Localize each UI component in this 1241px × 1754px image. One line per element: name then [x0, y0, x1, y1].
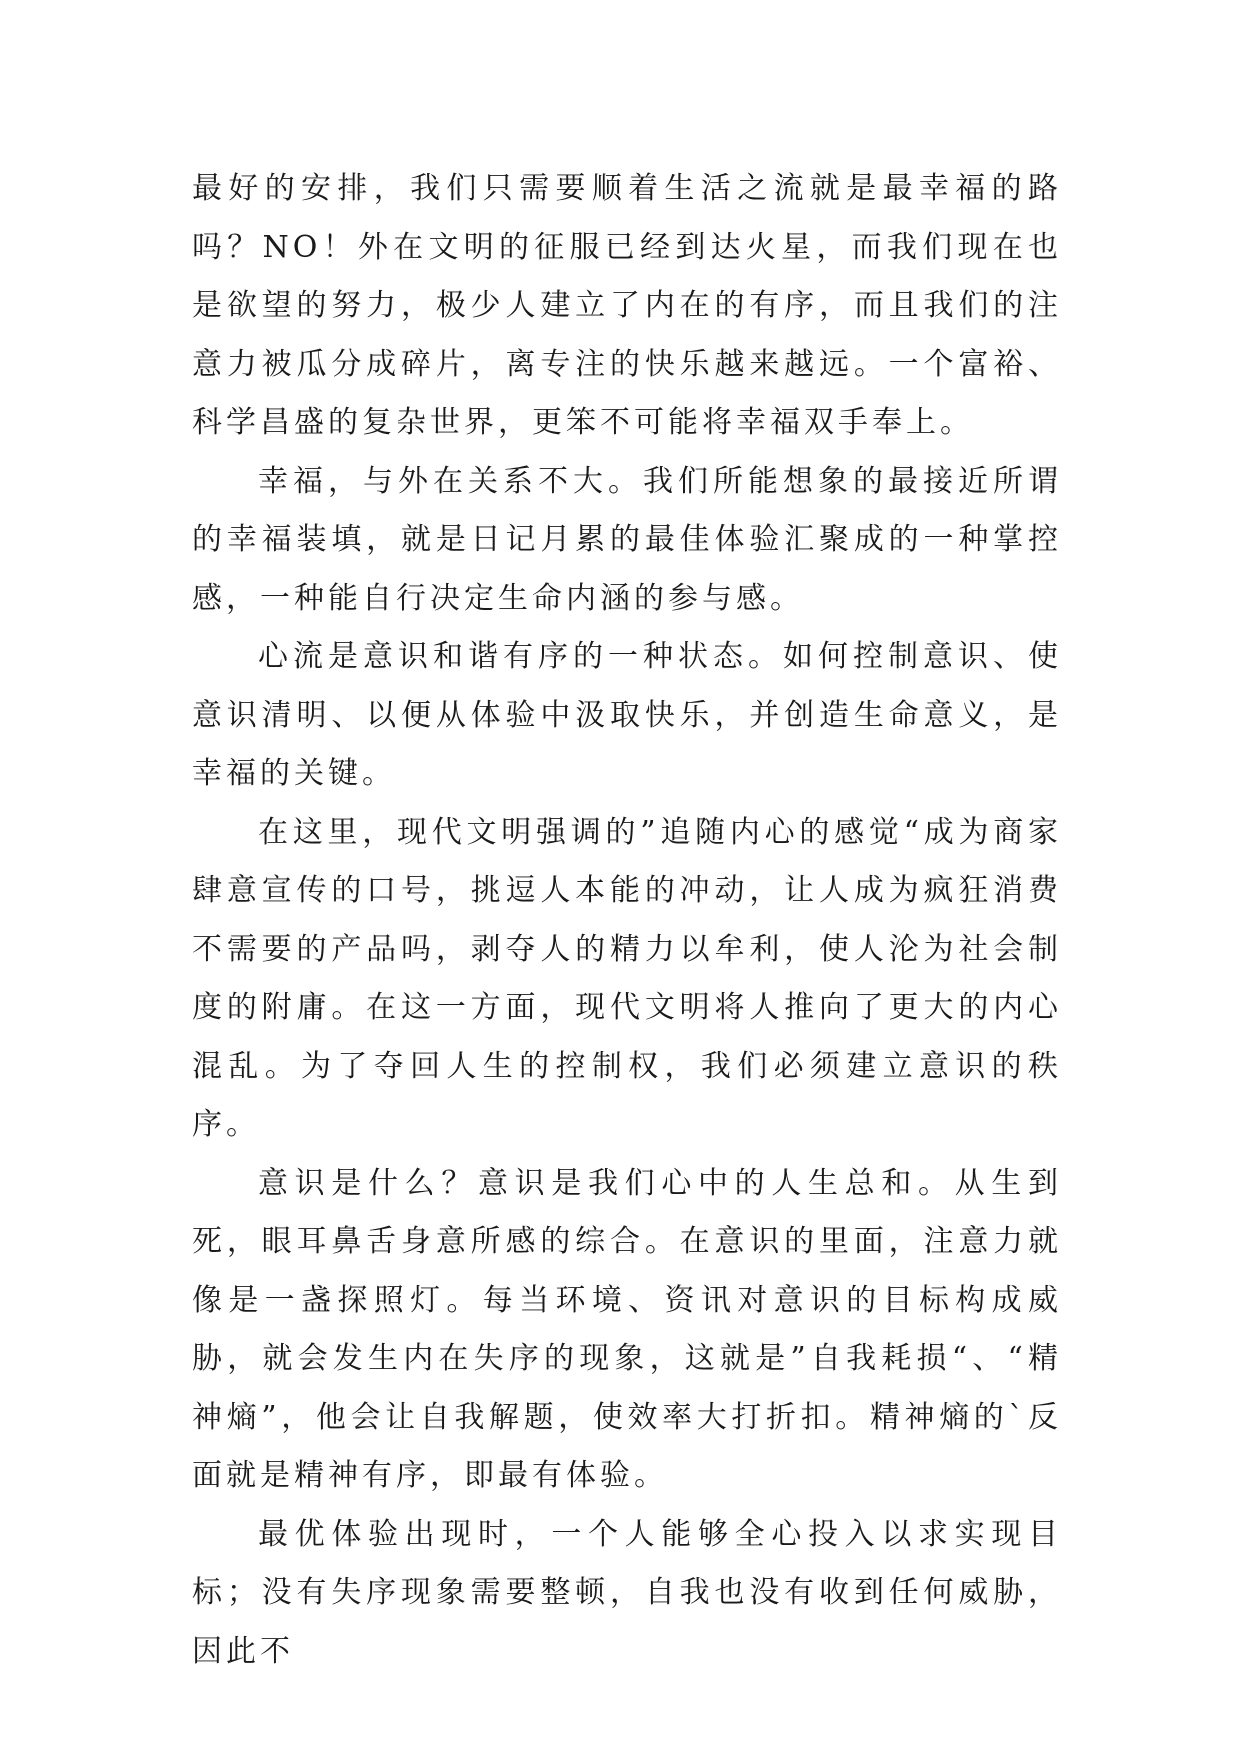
- document-body: [192, 160, 1062, 1681]
- paragraph: 意识是什么？意识是我们心中的人生总和。从生到死，眼耳鼻舌身意所感的综合。在意识的里面，注意力就像是一盏探照灯。每当环境、资讯对意识的目标构成威胁，就会发生内在失序的现象，这就是”自我耗损“、“精神熵”，他会让自我解题，使效率大打折扣。精神熵的`反面就是精神有序，即最有体验。: [192, 1165, 1062, 1493]
- paragraph: 在这里，现代文明强调的”追随内心的感觉“成为商家肆意宣传的口号，挑逗人本能的冲动，让人成为疯狂消费不需要的产品吗，剥夺人的精力以牟利，使人沦为社会制度的附庸。在这一方面，现代文明将人推向了更大的内心混乱。为了夺回人生的控制权，我们必须建立意识的秩序。: [192, 814, 1062, 1142]
- paragraph: 最优体验出现时，一个人能够全心投入以求实现目标；没有失序现象需要整顿，自我也没有收到任何威胁，因此不: [192, 1516, 1062, 1669]
- paragraph: 幸福，与外在关系不大。我们所能想象的最接近所谓的幸福装填，就是日记月累的最佳体验汇聚成的一种掌控感，一种能自行决定生命内涵的参与感。: [192, 463, 1062, 616]
- paragraph: 心流是意识和谐有序的一种状态。如何控制意识、使意识清明、以便从体验中汲取快乐，并创造生命意义，是幸福的关键。: [192, 639, 1062, 791]
- paragraph: 最好的安排，我们只需要顺着生活之流就是最幸福的路吗？NO！外在文明的征服已经到达火星，而我们现在也是欲望的努力，极少人建立了内在的有序，而且我们的注意力被瓜分成碎片，离专注的快乐越来越远。一个富裕、科学昌盛的复杂世界，更笨不可能将幸福双手奉上。: [192, 171, 1062, 440]
